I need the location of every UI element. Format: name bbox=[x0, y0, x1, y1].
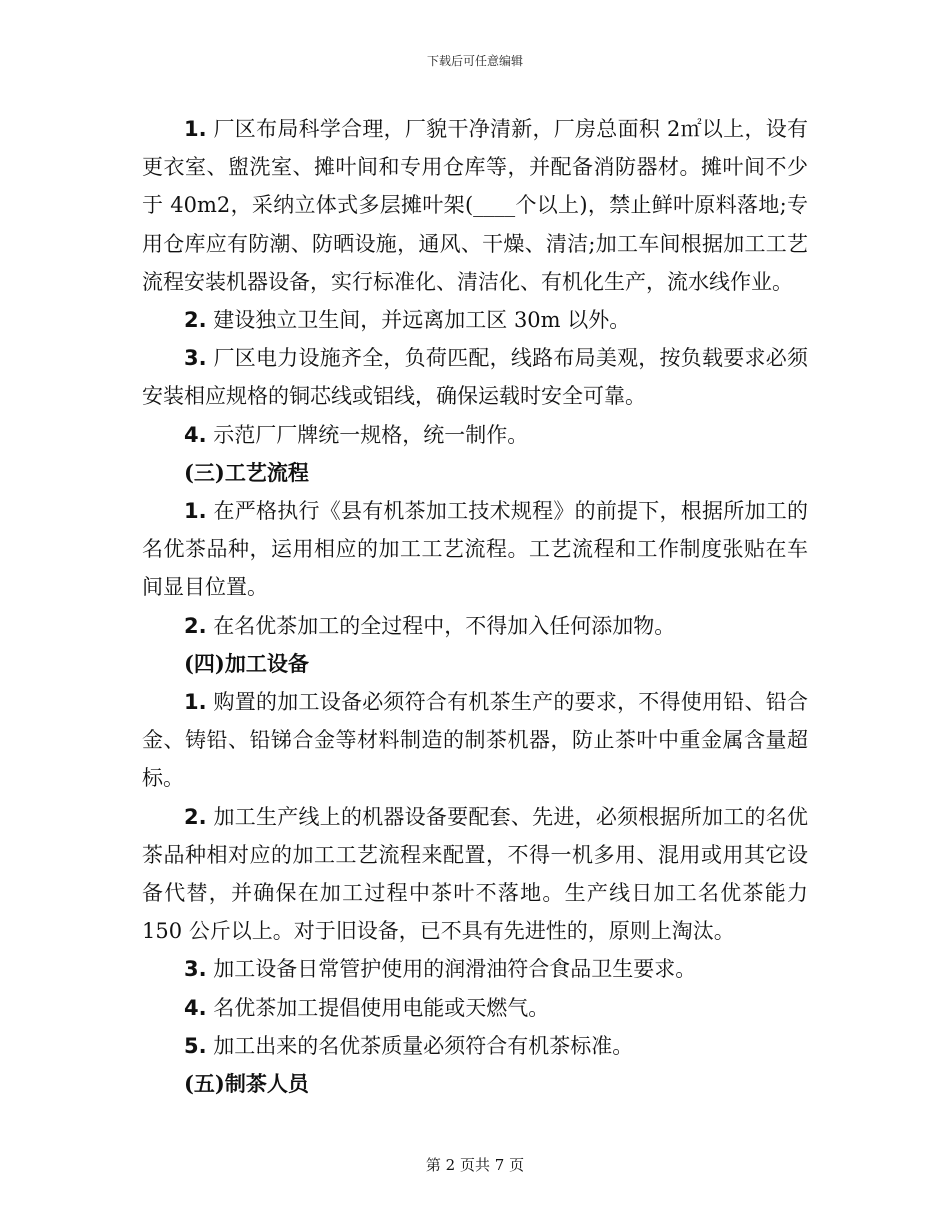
item-number: 1. bbox=[184, 690, 207, 715]
item-number: 1. bbox=[184, 117, 207, 141]
item-number: 2. bbox=[184, 308, 207, 333]
paragraph bbox=[142, 1027, 808, 1065]
paragraph-text: 厂区布局科学合理，厂貌干净清新，厂房总面积 2㎡以上，设有更衣室、盥洗室、摊叶间和专用仓库等，并配备消防器材。摊叶间不少于 40m2，采纳立体式多层摊叶架(____个以上)，禁止鲜叶原料落地;专用仓库应有防潮、防晒设施，通风、干燥、清洁;加工车间根据加工工艺流程安装机器设备，实行标准化、清洁化、有机化生产，流水线作业。 bbox=[142, 117, 808, 294]
page-footer: 第 2 页共 7 页 bbox=[425, 1156, 525, 1174]
paragraph-text: 名优茶加工提倡使用电能或天燃气。 bbox=[206, 995, 550, 1020]
paragraph-text: 加工设备日常管护使用的润滑油符合食品卫生要求。 bbox=[206, 957, 697, 982]
item-number: 3. bbox=[184, 346, 207, 371]
item-number: 4. bbox=[184, 422, 207, 447]
paragraph bbox=[142, 798, 808, 951]
paragraph bbox=[142, 416, 808, 454]
paragraph bbox=[142, 339, 808, 415]
paragraph-text: 加工生产线上的机器设备要配套、先进，必须根据所加工的名优茶品种相对应的加工工艺流程来配置，不得一机多用、混用或用其它设备代替，并确保在加工过程中茶叶不落地。生产线日加工名优茶能力 150 公斤以上。对于旧设备，已不具有先进性的，原则上淘汰。 bbox=[142, 804, 808, 944]
paragraph bbox=[142, 989, 808, 1027]
paragraph-text: 厂区电力设施齐全，负荷匹配，线路布局美观，按负载要求必须安装相应规格的铜芯线或铝线，确保运载时安全可靠。 bbox=[142, 346, 808, 409]
paragraph bbox=[142, 683, 808, 798]
paragraph-text: 购置的加工设备必须符合有机茶生产的要求，不得使用铅、铅合金、铸铅、铅锑合金等材料制造的制茶机器，防止茶叶中重金属含量超标。 bbox=[142, 690, 808, 791]
item-number: 2. bbox=[184, 804, 207, 829]
section-heading: (四)加工设备 bbox=[184, 650, 309, 676]
item-number: 2. bbox=[184, 613, 207, 638]
paragraph bbox=[142, 110, 808, 301]
item-number: 4. bbox=[184, 995, 207, 1020]
paragraph-text: 在严格执行《县有机茶加工技术规程》的前提下，根据所加工的名优茶品种，运用相应的加工工艺流程。工艺流程和工作制度张贴在车间显目位置。 bbox=[142, 499, 808, 600]
paragraph bbox=[142, 492, 808, 607]
paragraph bbox=[142, 301, 808, 339]
document-body bbox=[142, 110, 808, 1103]
section-heading: (五)制茶人员 bbox=[184, 1071, 309, 1097]
paragraph bbox=[142, 607, 808, 645]
section-heading: (三)工艺流程 bbox=[184, 459, 309, 485]
paragraph-text: 示范厂厂牌统一规格，统一制作。 bbox=[206, 422, 529, 447]
paragraph-text: 建设独立卫生间，并远离加工区 30m 以外。 bbox=[206, 308, 631, 333]
paragraph bbox=[142, 950, 808, 988]
page-header: 下载后可任意编辑 bbox=[426, 54, 523, 68]
paragraph-text: 加工出来的名优茶质量必须符合有机茶标准。 bbox=[206, 1033, 634, 1058]
item-number: 5. bbox=[184, 1033, 207, 1058]
paragraph-text: 在名优茶加工的全过程中，不得加入任何添加物。 bbox=[206, 613, 676, 638]
item-number: 3. bbox=[184, 957, 207, 982]
item-number: 1. bbox=[184, 499, 207, 524]
